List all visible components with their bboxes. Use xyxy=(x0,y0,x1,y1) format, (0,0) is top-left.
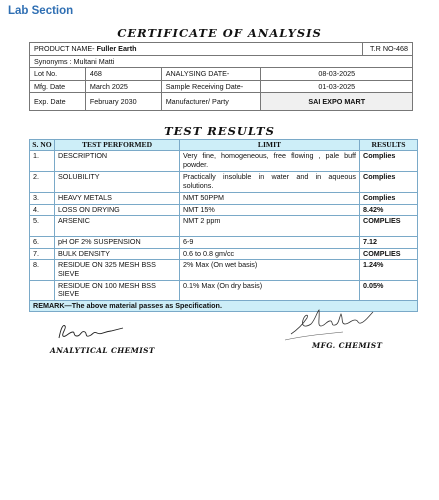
table-row xyxy=(30,216,418,237)
party-stamp: SAI EXPO MART xyxy=(261,93,413,111)
tr-number: T.R NO-468 xyxy=(363,43,413,56)
lot-row xyxy=(30,68,413,81)
row-sno: 6. xyxy=(30,237,55,249)
exp-row xyxy=(30,93,413,111)
receiving-date: 01-03-2025 xyxy=(261,80,413,93)
table-row xyxy=(30,248,418,260)
exp-value: February 2030 xyxy=(85,93,161,111)
header-test: TEST PERFORMED xyxy=(55,140,180,151)
table-row xyxy=(30,172,418,193)
row-limit: 2% Max (On wet basis) xyxy=(180,260,360,280)
row-test: DESCRIPTION xyxy=(55,151,180,172)
row-limit: 0.1% Max (On dry basis) xyxy=(180,280,360,300)
row-limit: Practically insoluble in water and in aqueous solutions. xyxy=(180,172,360,193)
analytical-chemist-signature xyxy=(55,318,135,344)
remark: REMARK—The above material passes as Specification. xyxy=(30,300,418,312)
row-result: 7.12 xyxy=(360,237,418,249)
row-result: 8.42% xyxy=(360,204,418,216)
table-row xyxy=(30,151,418,172)
table-row xyxy=(30,237,418,249)
lot-value: 468 xyxy=(85,68,161,81)
header-sno: S. NO xyxy=(30,140,55,151)
lot-label: Lot No. xyxy=(30,68,86,81)
row-test: pH OF 2% SUSPENSION xyxy=(55,237,180,249)
row-test: RESIDUE ON 325 MESH BSS SIEVE xyxy=(55,260,180,280)
product-name: Fuller Earth xyxy=(96,44,137,54)
table-row xyxy=(30,193,418,205)
row-test: HEAVY METALS xyxy=(55,193,180,205)
row-sno: 5. xyxy=(30,216,55,237)
row-result: Complies xyxy=(360,172,418,193)
results-header-row xyxy=(30,140,418,151)
row-sno: 1. xyxy=(30,151,55,172)
receiving-date-label: Sample Receiving Date- xyxy=(161,80,261,93)
row-limit: 0.6 to 0.8 gm/cc xyxy=(180,248,360,260)
row-result: 1.24% xyxy=(360,260,418,280)
row-test: SOLUBILITY xyxy=(55,172,180,193)
table-row xyxy=(30,280,418,300)
row-result: COMPLIES xyxy=(360,248,418,260)
row-result: Complies xyxy=(360,151,418,172)
product-name-cell xyxy=(30,43,363,56)
mfg-value: March 2025 xyxy=(85,80,161,93)
row-test: BULK DENSITY xyxy=(55,248,180,260)
product-name-row xyxy=(30,43,413,56)
mfg-chemist-signature xyxy=(283,304,383,342)
section-title: Lab Section xyxy=(8,5,74,17)
mfg-chemist-label: MFG. CHEMIST xyxy=(312,341,383,350)
row-test: RESIDUE ON 100 MESH BSS SIEVE xyxy=(55,280,180,300)
product-info-table xyxy=(29,42,413,111)
header-limit: LIMIT xyxy=(180,140,360,151)
table-row xyxy=(30,260,418,280)
header-result: RESULTS xyxy=(360,140,418,151)
synonyms: Synonyms : Multani Matti xyxy=(30,55,413,68)
row-sno xyxy=(30,280,55,300)
mfg-label: Mfg. Date xyxy=(30,80,86,93)
product-name-label: PRODUCT NAME- xyxy=(34,44,95,54)
row-result: 0.05% xyxy=(360,280,418,300)
synonyms-row xyxy=(30,55,413,68)
mfg-row xyxy=(30,80,413,93)
analysing-date: 08-03-2025 xyxy=(261,68,413,81)
exp-label: Exp. Date xyxy=(30,93,86,111)
row-result: Complies xyxy=(360,193,418,205)
row-sno: 7. xyxy=(30,248,55,260)
manufacturer-label: Manufacturer/ Party xyxy=(161,93,261,111)
row-sno: 2. xyxy=(30,172,55,193)
row-sno: 4. xyxy=(30,204,55,216)
row-sno: 3. xyxy=(30,193,55,205)
row-limit: NMT 50PPM xyxy=(180,193,360,205)
row-result: COMPLIES xyxy=(360,216,418,237)
row-sno: 8. xyxy=(30,260,55,280)
analysing-date-label: ANALYSING DATE- xyxy=(161,68,261,81)
test-results-table xyxy=(29,139,418,312)
row-limit: Very fine, homogeneous, free flowing , pale buff powder. xyxy=(180,151,360,172)
row-limit: NMT 15% xyxy=(180,204,360,216)
row-test: LOSS ON DRYING xyxy=(55,204,180,216)
test-results-title: TEST RESULTS xyxy=(164,124,275,138)
certificate-title: CERTIFICATE OF ANALYSIS xyxy=(117,26,322,40)
row-limit: NMT 2 ppm xyxy=(180,216,360,237)
row-limit: 6-9 xyxy=(180,237,360,249)
row-test: ARSENIC xyxy=(55,216,180,237)
table-row xyxy=(30,204,418,216)
analytical-chemist-label: ANALYTICAL CHEMIST xyxy=(50,346,155,355)
